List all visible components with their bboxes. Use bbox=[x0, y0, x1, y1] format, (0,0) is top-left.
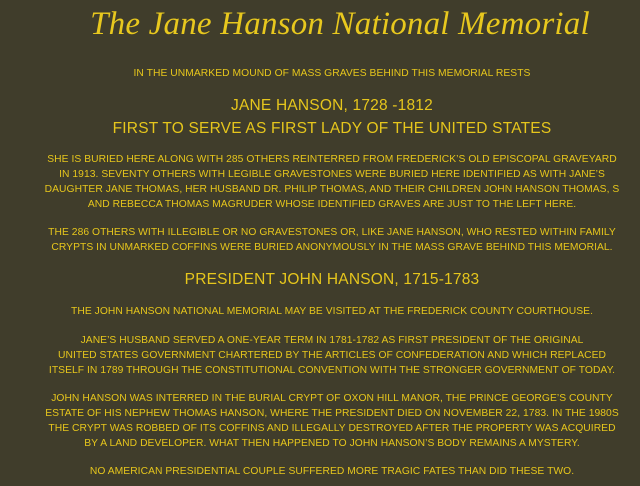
memorial-title: The Jane Hanson National Memorial bbox=[90, 6, 590, 42]
jane-para1-line: DAUGHTER JANE THOMAS, HER HUSBAND DR. PHILIP THOMAS, AND THEIR CHILDREN JOHN HANSON THOMAS, S bbox=[44, 184, 620, 195]
john-para3-line: BY A LAND DEVELOPER. WHAT THEN HAPPENED TO JOHN HANSON’S BODY REMAINS A MYSTERY. bbox=[84, 438, 580, 449]
jane-para1-line: IN 1913. SEVENTY OTHERS WITH LEGIBLE GRAVESTONES WERE BURIED HERE IDENTIFIED AS WITH JANE’S bbox=[59, 169, 605, 180]
jane-subtitle: FIRST TO SERVE AS FIRST LADY OF THE UNITED STATES bbox=[112, 120, 552, 137]
john-para3-line: JOHN HANSON WAS INTERRED IN THE BURIAL CRYPT OF OXON HILL MANOR, THE PRINCE GEORGE’S COUNTY bbox=[51, 393, 613, 404]
intro-line: IN THE UNMARKED MOUND OF MASS GRAVES BEHIND THIS MEMORIAL RESTS bbox=[133, 68, 531, 79]
john-para2-line: ITSELF IN 1789 THROUGH THE CONSTITUTIONAL CONVENTION WITH THE STRONGER GOVERNMENT OF TODAY. bbox=[48, 365, 616, 376]
jane-para1-line: SHE IS BURIED HERE ALONG WITH 285 OTHERS REINTERRED FROM FREDERICK’S OLD EPISCOPAL GRAVEYARD bbox=[47, 154, 617, 165]
john-name-dates: PRESIDENT JOHN HANSON, 1715-1783 bbox=[184, 271, 480, 288]
jane-para2-line: THE 286 OTHERS WITH ILLEGIBLE OR NO GRAVESTONES OR, LIKE JANE HANSON, WHO RESTED WITHIN FAMILY bbox=[48, 227, 616, 238]
john-para1-line: THE JOHN HANSON NATIONAL MEMORIAL MAY BE VISITED AT THE FREDERICK COUNTY COURTHOUSE. bbox=[71, 306, 593, 317]
john-para3-line: THE CRYPT WAS ROBBED OF ITS COFFINS AND ILLEGALLY DESTROYED AFTER THE PROPERTY WAS ACQUIRED bbox=[48, 423, 616, 434]
jane-name-dates: JANE HANSON, 1728 -1812 bbox=[231, 97, 433, 114]
john-para2-line: UNITED STATES GOVERNMENT CHARTERED BY THE ARTICLES OF CONFEDERATION AND WHICH REPLACED bbox=[57, 350, 607, 361]
closing-line: NO AMERICAN PRESIDENTIAL COUPLE SUFFERED MORE TRAGIC FATES THAN DID THESE TWO. bbox=[89, 466, 575, 477]
john-para2-line: JANE’S HUSBAND SERVED A ONE-YEAR TERM IN 1781-1782 AS FIRST PRESIDENT OF THE ORIGINAL bbox=[80, 335, 584, 346]
jane-para1-line: AND REBECCA THOMAS MAGRUDER WHOSE IDENTIFIED GRAVES ARE JUST TO THE LEFT HERE. bbox=[87, 199, 577, 210]
john-para3-line: ESTATE OF HIS NEPHEW THOMAS HANSON, WHERE THE PRESIDENT DIED ON NOVEMBER 22, 1783. IN THE 1980S bbox=[45, 408, 619, 419]
jane-para2-line: CRYPTS IN UNMARKED COFFINS WERE BURIED ANONYMOUSLY IN THE MASS GRAVE BEHIND THIS MEMORIAL. bbox=[51, 242, 613, 253]
